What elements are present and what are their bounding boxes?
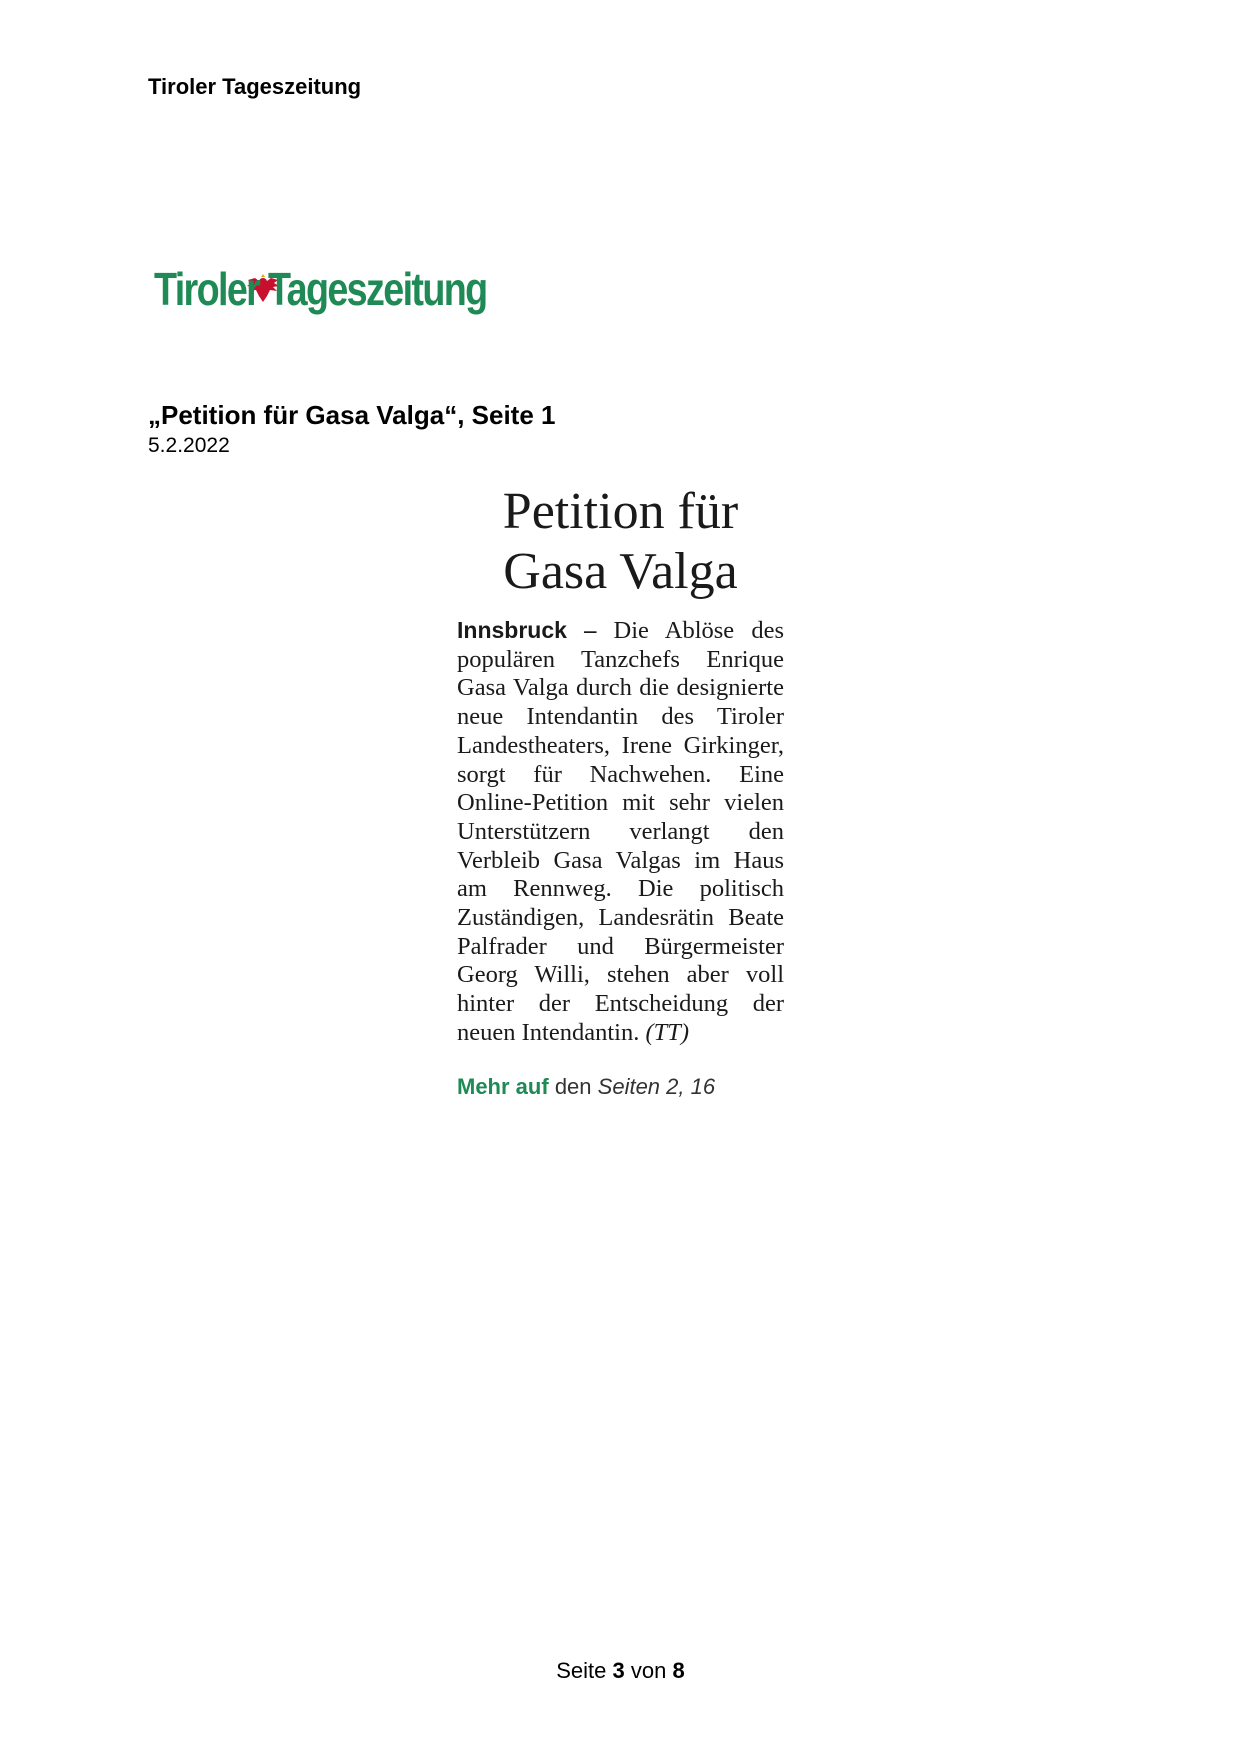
page-footer — [0, 1658, 1241, 1684]
logo-word-tageszeitung: Tageszeitung — [268, 263, 487, 315]
footer-prefix: Seite — [556, 1658, 607, 1683]
dateline-dash: – — [584, 617, 597, 644]
article-text: Die Ablöse des populären Tanzchefs Enrique Gasa Valga durch die designierte neue Intendantin des Tiroler Landestheaters, Irene Girkinger, sorgt für Nachwehen. Eine Online-Petition mit sehr vielen Unterstützern verlangt den Verbleib Gasa Valgas im Haus am Rennweg. Die politisch Zuständigen, Landesrätin Beate Palfrader und Bürgermeister Georg Willi, stehen aber voll hinter der Entscheidung der neuen Intendantin. — [457, 617, 785, 1046]
article-author: (TT) — [645, 1018, 690, 1046]
logo-word-tiroler: Tiroler — [154, 263, 260, 315]
headline-line-1: Petition für — [502, 483, 739, 540]
headline-line-2: Gasa Valga — [503, 543, 738, 600]
document-source-header: Tiroler Tageszeitung — [148, 74, 362, 99]
newspaper-logo — [154, 262, 535, 316]
clip-title: „Petition für Gasa Valga“, Seite 1 — [148, 400, 556, 430]
more-prefix: Mehr auf — [457, 1073, 549, 1099]
article-dateline: Innsbruck — [457, 617, 567, 643]
footer-total-pages: 8 — [672, 1658, 685, 1683]
footer-mid: von — [630, 1658, 667, 1683]
clip-date: 5.2.2022 — [148, 434, 230, 457]
article-headline — [457, 482, 784, 602]
more-mid: den — [554, 1073, 592, 1099]
article-body — [457, 616, 784, 1048]
more-pages-reference — [457, 1074, 784, 1100]
more-pages: Seiten 2, 16 — [597, 1073, 716, 1099]
footer-current-page: 3 — [612, 1658, 625, 1683]
article-clipping — [457, 482, 784, 1100]
